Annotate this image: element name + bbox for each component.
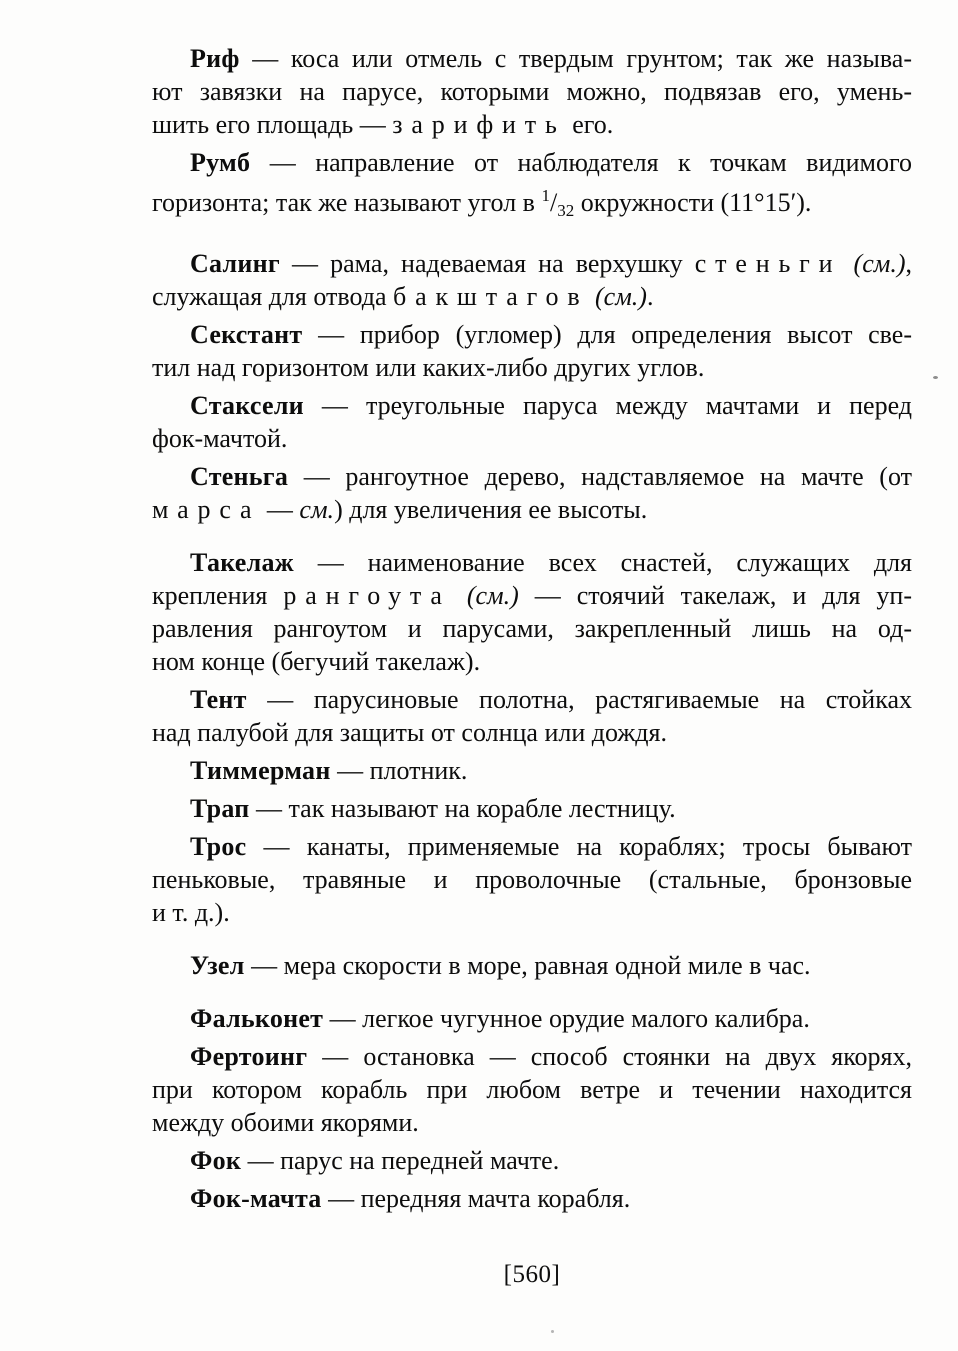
text-line bbox=[152, 389, 912, 422]
text-block bbox=[152, 42, 912, 1289]
term-text: Стеньга bbox=[190, 462, 289, 491]
text-line bbox=[152, 146, 912, 179]
glossary-entry bbox=[152, 546, 912, 678]
glossary-entry bbox=[152, 1182, 912, 1215]
body-text: . bbox=[646, 282, 654, 311]
body-text: — остановка — способ стоянки на двух якорях, bbox=[307, 1042, 912, 1071]
term-text: Фертоинг bbox=[190, 1042, 308, 1071]
term-text: Фок bbox=[190, 1146, 242, 1175]
body-text: 32 bbox=[557, 201, 575, 220]
body-text: при котором корабль при любом ветре и течении находится bbox=[152, 1075, 912, 1104]
body-text: — плотник. bbox=[330, 756, 468, 785]
term-text: Фальконет bbox=[190, 1004, 324, 1033]
glossary-entry bbox=[152, 792, 912, 825]
glossary-entry bbox=[152, 389, 912, 455]
text-line bbox=[152, 1002, 912, 1035]
body-text bbox=[451, 581, 467, 610]
body-text: его. bbox=[565, 110, 614, 139]
glossary-entry bbox=[152, 754, 912, 787]
text-line bbox=[152, 179, 912, 227]
body-text: равления рангоутом и парусами, закрепленный лишь на од- bbox=[152, 614, 912, 643]
text-line bbox=[152, 792, 912, 825]
text-line bbox=[152, 1106, 912, 1139]
text-line bbox=[152, 1073, 912, 1106]
body-text: — парус на передней мачте. bbox=[241, 1146, 560, 1175]
term-text: Тиммерман bbox=[190, 756, 331, 785]
term-text: Трап bbox=[190, 794, 250, 823]
ink-speck bbox=[933, 376, 938, 379]
ink-speck bbox=[551, 1330, 554, 1333]
body-text: / bbox=[549, 188, 558, 217]
body-text: между обоими якорями. bbox=[152, 1108, 419, 1137]
body-text: — стоячий такелаж, и для уп- bbox=[518, 581, 913, 610]
body-text: — рама, надеваемая на верхушку bbox=[279, 249, 695, 278]
body-text: ном конце (бегучий такелаж). bbox=[152, 647, 481, 676]
term-text: Румб bbox=[190, 148, 251, 177]
term-text: Трос bbox=[190, 832, 247, 861]
body-text: (см.) bbox=[466, 581, 519, 610]
glossary-entry bbox=[152, 1144, 912, 1177]
body-text: — мера скорости в море, равная одной миле в час. bbox=[244, 951, 811, 980]
text-line bbox=[152, 754, 912, 787]
body-text: марса bbox=[152, 495, 261, 524]
body-text bbox=[841, 249, 853, 278]
body-text: стеньги bbox=[694, 249, 842, 278]
body-text: — легкое чугунное орудие малого калибра. bbox=[323, 1004, 810, 1033]
body-text: крепления bbox=[152, 581, 284, 610]
text-line bbox=[152, 318, 912, 351]
glossary-entry bbox=[152, 1002, 912, 1035]
body-text: (см.) bbox=[595, 282, 647, 311]
body-text: — так называют на корабле лестницу. bbox=[249, 794, 676, 823]
body-text: и т. д.). bbox=[152, 898, 230, 927]
body-text: шить его площадь — bbox=[152, 110, 393, 139]
glossary bbox=[152, 42, 912, 1215]
body-text: — треугольные паруса между мачтами и перед bbox=[303, 391, 912, 420]
text-line bbox=[152, 247, 912, 280]
body-text: (см.) bbox=[853, 249, 906, 278]
text-line bbox=[152, 830, 912, 863]
body-text: — парусиновые полотна, растягиваемые на стойках bbox=[246, 685, 912, 714]
term-text: Такелаж bbox=[190, 548, 294, 577]
term-text: Фок-мачта bbox=[190, 1184, 322, 1213]
glossary-entry bbox=[152, 830, 912, 929]
term-text: Секстант bbox=[190, 320, 303, 349]
glossary-entry bbox=[152, 318, 912, 384]
text-line bbox=[152, 460, 912, 493]
text-line bbox=[152, 42, 912, 75]
glossary-entry bbox=[152, 1040, 912, 1139]
text-line bbox=[152, 579, 912, 612]
term-text: Тент bbox=[190, 685, 247, 714]
body-text: пеньковые, травяные и проволочные (стальные, бронзовые bbox=[152, 865, 912, 894]
text-line bbox=[152, 863, 912, 896]
body-text: — прибор (угломер) для определения высот све- bbox=[302, 320, 912, 349]
body-text: тил над горизонтом или каких-либо других углов. bbox=[152, 353, 705, 382]
body-text: над палубой для защиты от солнца или дождя. bbox=[152, 718, 667, 747]
body-text: — рангоутное дерево, надставляемое на мачте (от bbox=[288, 462, 912, 491]
body-text: ) для увеличения ее высоты. bbox=[334, 495, 648, 524]
glossary-entry bbox=[152, 460, 912, 526]
text-line bbox=[152, 716, 912, 749]
body-text: — направление от наблюдателя к точкам видимого bbox=[250, 148, 912, 177]
glossary-entry bbox=[152, 42, 912, 141]
text-line bbox=[152, 1182, 912, 1215]
body-text: см. bbox=[299, 495, 335, 524]
glossary-entry bbox=[152, 949, 912, 982]
body-text: фок-мачтой. bbox=[152, 424, 288, 453]
text-line bbox=[152, 612, 912, 645]
body-text: , bbox=[905, 249, 912, 278]
text-line bbox=[152, 75, 912, 108]
term-text: Риф bbox=[190, 44, 240, 73]
body-text: служащая для отвода bbox=[152, 282, 393, 311]
text-line bbox=[152, 351, 912, 384]
page-number: [560] bbox=[503, 1261, 561, 1288]
glossary-entry bbox=[152, 247, 912, 313]
body-text: бакштагов bbox=[393, 282, 589, 311]
glossary-entry bbox=[152, 146, 912, 227]
text-line bbox=[152, 493, 912, 526]
text-line bbox=[152, 422, 912, 455]
text-line bbox=[152, 1144, 912, 1177]
term-text: Стаксели bbox=[190, 391, 304, 420]
body-text: окружности (11°15′). bbox=[574, 188, 812, 217]
text-line bbox=[152, 1040, 912, 1073]
body-text: горизонта; так же называют угол в bbox=[152, 188, 542, 217]
body-text: — канаты, применяемые на кораблях; тросы бывают bbox=[246, 832, 912, 861]
text-line bbox=[152, 280, 912, 313]
body-text: — bbox=[260, 495, 300, 524]
body-text: — передняя мачта корабля. bbox=[321, 1184, 631, 1213]
body-text: — наименование всех снастей, служащих для bbox=[293, 548, 912, 577]
body-text: рангоута bbox=[283, 581, 451, 610]
glossary-entry bbox=[152, 683, 912, 749]
text-line bbox=[152, 683, 912, 716]
text-line bbox=[152, 949, 912, 982]
body-text: 1 bbox=[541, 186, 550, 205]
body-text: — коса или отмель с твердым грунтом; так же называ- bbox=[239, 44, 912, 73]
term-text: Салинг bbox=[190, 249, 280, 278]
text-line bbox=[152, 645, 912, 678]
term-text: Узел bbox=[190, 951, 245, 980]
body-text: зарифить bbox=[392, 110, 566, 139]
text-line bbox=[152, 108, 912, 141]
body-text: ют завязки на парусе, которыми можно, подвязав его, умень- bbox=[152, 77, 912, 106]
text-line bbox=[152, 896, 912, 929]
text-line bbox=[152, 546, 912, 579]
